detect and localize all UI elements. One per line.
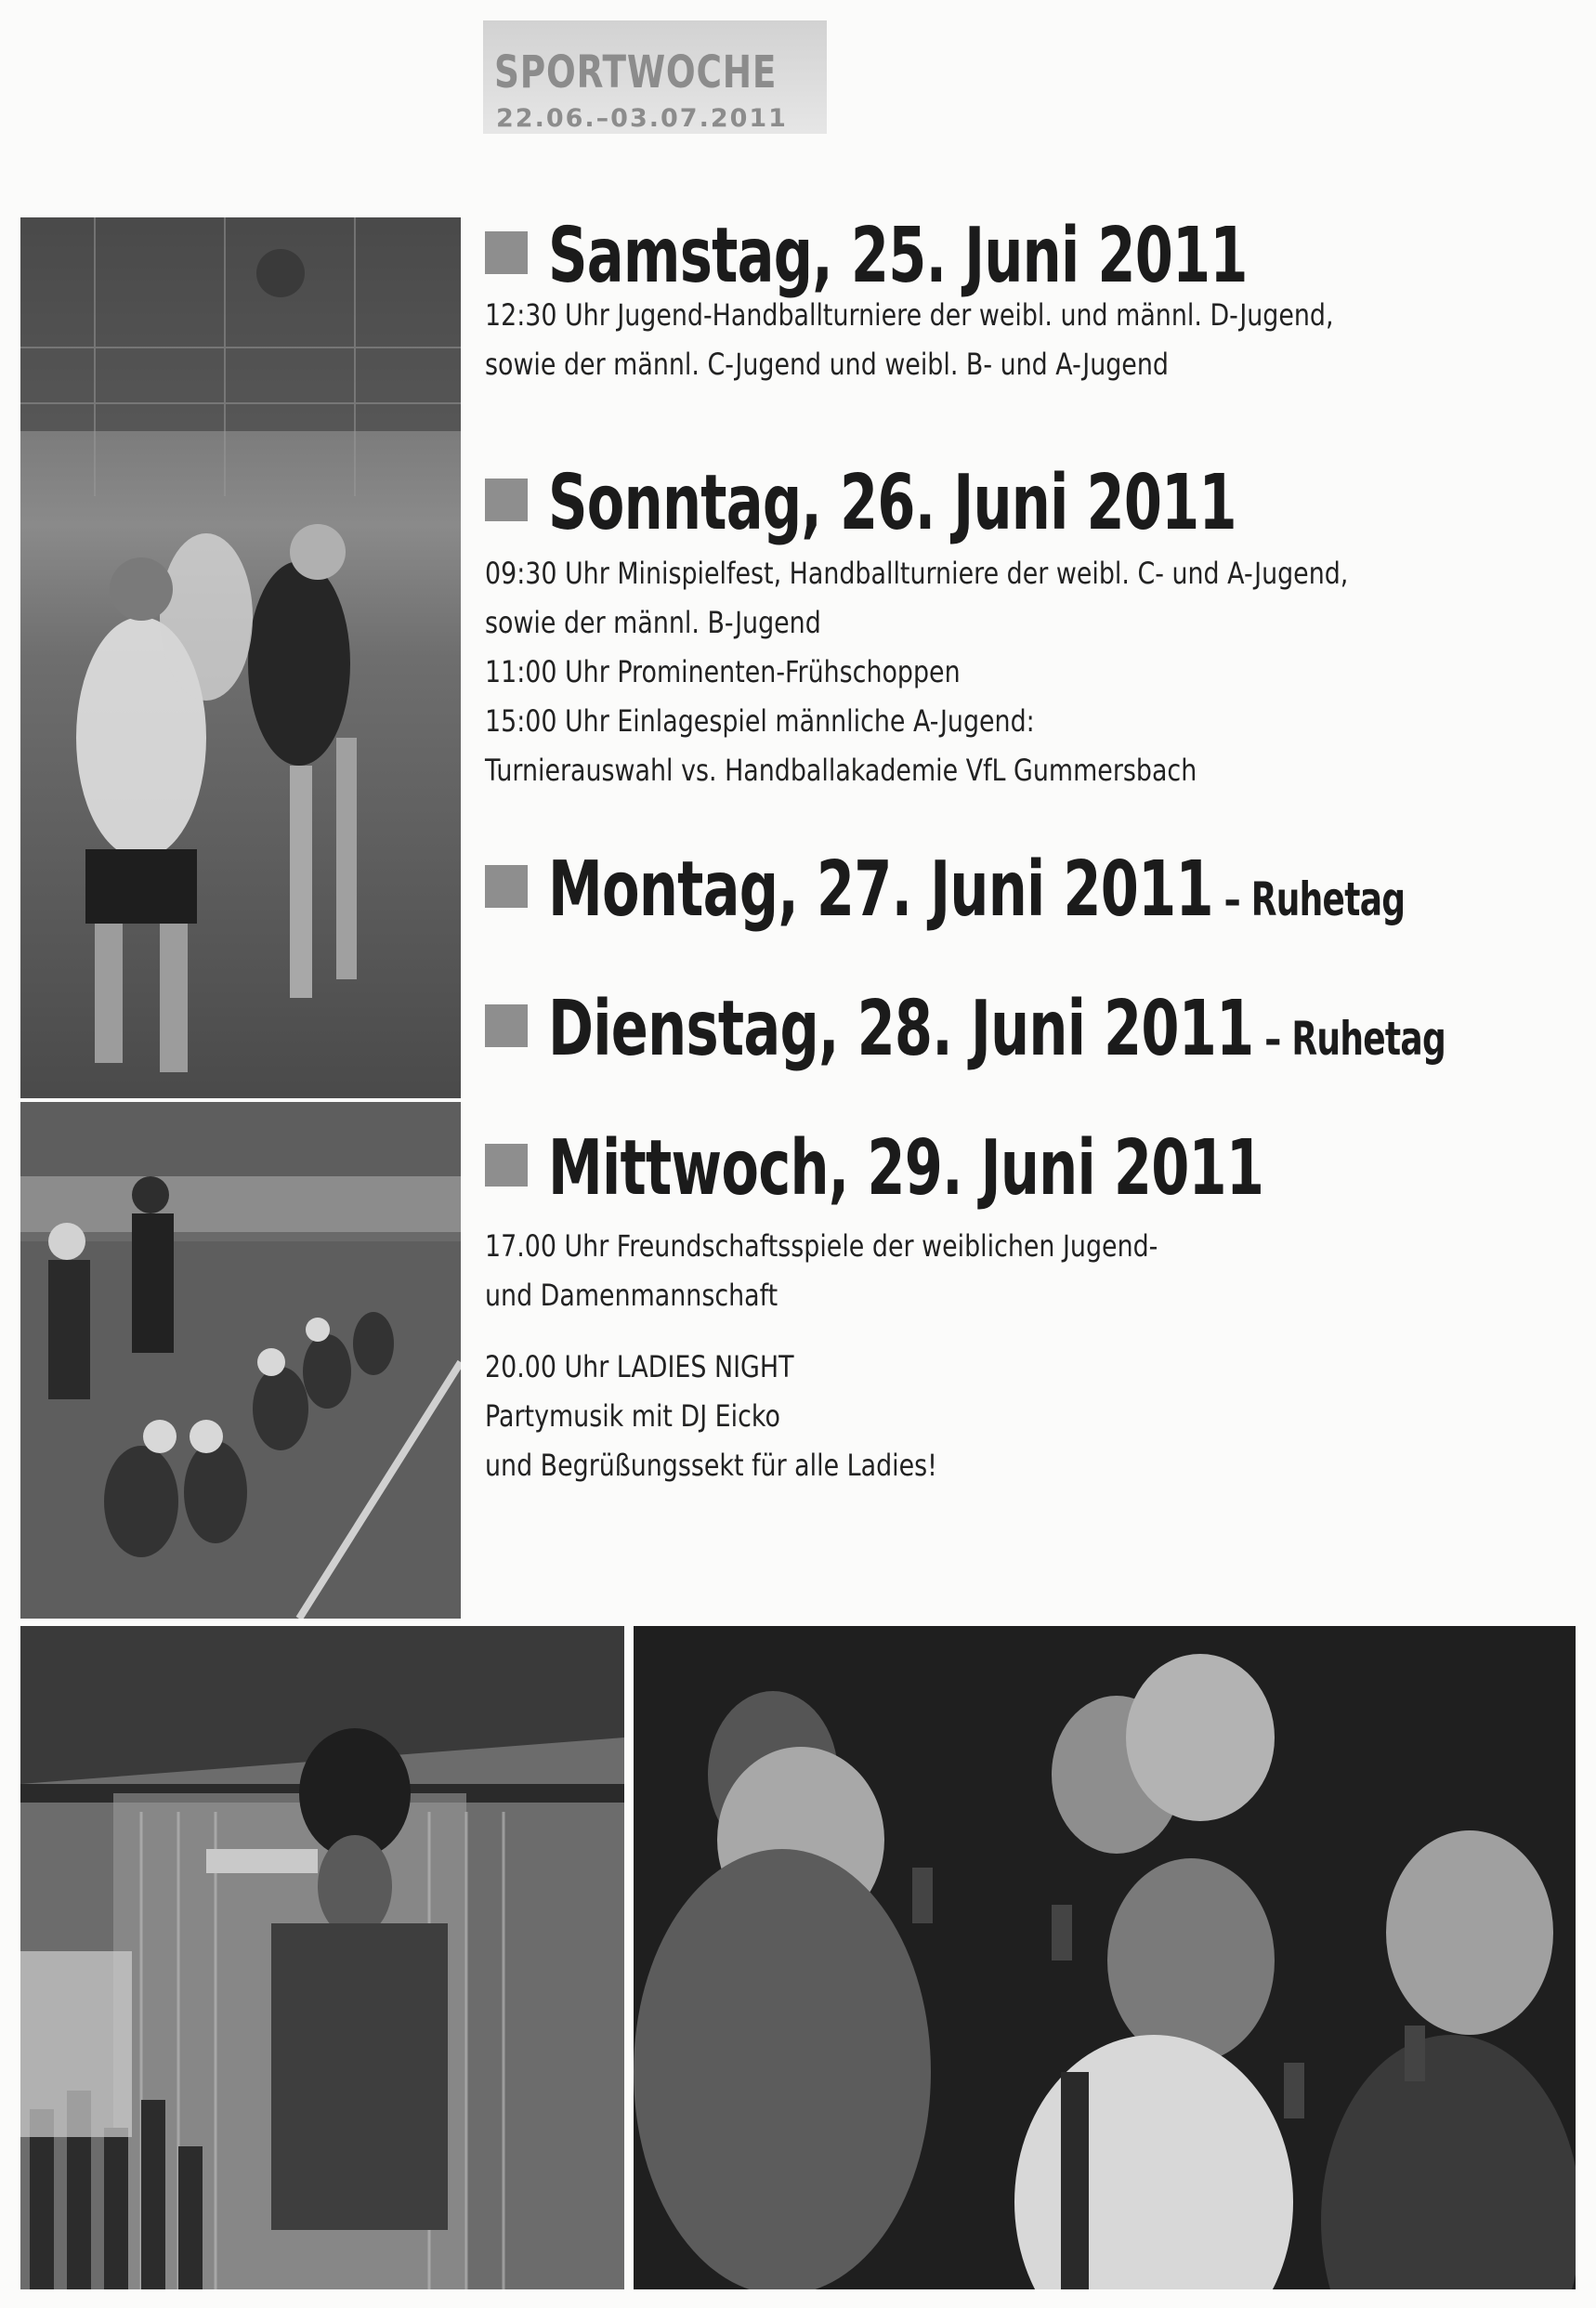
day-title: Dienstag, 28. Juni 2011: [548, 985, 1254, 1073]
bullet-square: [485, 479, 528, 521]
badge-dates: 22.06.–03.07.2011: [496, 104, 788, 133]
rest-day-label: – Ruhetag: [1212, 872, 1406, 926]
bullet-square: [485, 865, 528, 908]
sportwoche-badge: [483, 20, 827, 134]
ladies-night-photo: [634, 1626, 1576, 2289]
bartender-photo: [20, 1626, 624, 2289]
youth-training-photo: [20, 1102, 461, 1619]
program-line: Partymusik mit DJ Eicko: [485, 1398, 780, 1434]
program-line: und Begrüßungssekt für alle Ladies!: [485, 1448, 937, 1483]
program-line: Turnierauswahl vs. Handballakademie VfL Gummersbach: [485, 753, 1197, 788]
rest-day-label: – Ruhetag: [1253, 1012, 1446, 1066]
program-line: sowie der männl. C-Jugend und weibl. B- und A-Jugend: [485, 347, 1169, 382]
day-title: Montag, 27. Juni 2011: [548, 846, 1213, 934]
program-line: 09:30 Uhr Minispielfest, Handballturniere der weibl. C- und A-Jugend,: [485, 556, 1349, 591]
program-line: 15:00 Uhr Einlagespiel männliche A-Jugend:: [485, 703, 1035, 739]
day-title: Samstag, 25. Juni 2011: [548, 212, 1248, 300]
day-heading-samstag: [485, 212, 1520, 300]
badge-title: SPORTWOCHE: [494, 46, 778, 98]
program-line: 17.00 Uhr Freundschaftsspiele der weiblichen Jugend-: [485, 1228, 1158, 1264]
program-line: sowie der männl. B-Jugend: [485, 605, 821, 640]
handball-match-photo: [20, 217, 461, 1098]
day-heading-montag: [485, 846, 1596, 934]
bullet-square: [485, 1004, 528, 1047]
program-line: und Damenmannschaft: [485, 1278, 778, 1313]
program-line: 20.00 Uhr LADIES NIGHT: [485, 1349, 794, 1384]
program-line: 11:00 Uhr Prominenten-Frühschoppen: [485, 654, 961, 689]
day-heading-dienstag: [485, 985, 1596, 1073]
bullet-square: [485, 231, 528, 274]
day-heading-sonntag: [485, 459, 1504, 547]
day-heading-mittwoch: [485, 1124, 1542, 1213]
day-title: Sonntag, 26. Juni 2011: [548, 459, 1236, 547]
bullet-square: [485, 1144, 528, 1187]
program-line: 12:30 Uhr Jugend-Handballturniere der weibl. und männl. D-Jugend,: [485, 297, 1334, 333]
day-title: Mittwoch, 29. Juni 2011: [548, 1124, 1264, 1213]
